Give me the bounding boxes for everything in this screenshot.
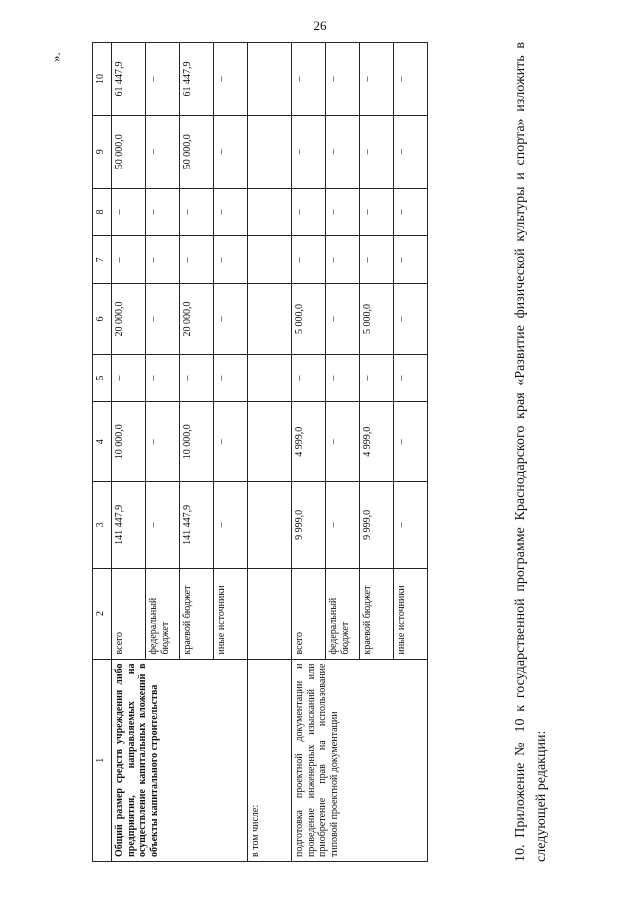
value-cell: 9 999,0	[360, 482, 394, 568]
value-cell: –	[214, 284, 248, 355]
value-cell: 61 447,9	[180, 43, 214, 116]
value-cell: –	[146, 188, 180, 236]
value-cell: –	[326, 482, 360, 568]
value-cell: –	[214, 354, 248, 402]
financing-table	[92, 42, 428, 862]
value-cell: 50 000,0	[180, 115, 214, 188]
value-cell: –	[214, 482, 248, 568]
amendment-paragraph: 10. Приложение № 10 к государственной программе Краснодарского края «Развитие физической культуры и спорта» изложить в следующей редакции:	[513, 42, 549, 862]
value-cell: –	[360, 354, 394, 402]
group-label: Общий размер средств учреждения либо предприятия, направляемых на осуществление капитальных вложений в объекты капитального строительства	[112, 659, 248, 861]
value-cell: –	[360, 188, 394, 236]
value-cell: –	[326, 43, 360, 116]
header-row	[93, 43, 112, 862]
source-cell: федеральный бюджет	[146, 568, 180, 659]
value-cell: –	[180, 236, 214, 284]
value-cell: –	[360, 236, 394, 284]
value-cell: –	[394, 43, 428, 116]
col-header: 4	[93, 402, 112, 482]
value-cell: –	[292, 43, 326, 116]
value-cell: 50 000,0	[112, 115, 146, 188]
value-cell: –	[326, 284, 360, 355]
col-header: 6	[93, 284, 112, 355]
value-cell: –	[112, 236, 146, 284]
value-cell: –	[326, 402, 360, 482]
value-cell: 141 447,9	[112, 482, 146, 568]
value-cell: –	[394, 115, 428, 188]
value-cell: –	[214, 402, 248, 482]
source-cell: краевой бюджет	[180, 568, 214, 659]
value-cell: –	[146, 354, 180, 402]
value-cell: 9 999,0	[292, 482, 326, 568]
rotated-content	[40, 42, 600, 862]
value-cell: –	[394, 354, 428, 402]
col-header: 7	[93, 236, 112, 284]
table-row	[112, 43, 146, 862]
value-cell: –	[292, 236, 326, 284]
value-cell: –	[394, 284, 428, 355]
value-cell: 10 000,0	[112, 402, 146, 482]
value-cell: –	[394, 402, 428, 482]
value-cell: –	[180, 354, 214, 402]
value-cell: –	[214, 115, 248, 188]
value-cell: –	[326, 236, 360, 284]
value-cell: –	[292, 188, 326, 236]
source-cell: всего	[292, 568, 326, 659]
value-cell: –	[146, 43, 180, 116]
col-header: 3	[93, 482, 112, 568]
col-header: 10	[93, 43, 112, 116]
source-cell: иные источники	[214, 568, 248, 659]
table-row	[292, 43, 326, 862]
value-cell: 10 000,0	[180, 402, 214, 482]
value-cell: 20 000,0	[112, 284, 146, 355]
including-label: в том числе:	[248, 659, 292, 861]
value-cell: –	[394, 236, 428, 284]
value-cell: 5 000,0	[360, 284, 394, 355]
col-header: 5	[93, 354, 112, 402]
value-cell: –	[214, 236, 248, 284]
value-cell: –	[112, 188, 146, 236]
value-cell: –	[394, 482, 428, 568]
value-cell: –	[292, 354, 326, 402]
value-cell: 5 000,0	[292, 284, 326, 355]
value-cell: –	[326, 115, 360, 188]
page-number: 26	[313, 18, 327, 33]
closing-quote-mark: ».	[48, 52, 63, 62]
value-cell: 20 000,0	[180, 284, 214, 355]
value-cell: 4 999,0	[360, 402, 394, 482]
value-cell: –	[292, 115, 326, 188]
col-header: 1	[93, 659, 112, 861]
source-cell: иные источники	[394, 568, 428, 659]
value-cell: –	[112, 354, 146, 402]
value-cell: –	[180, 188, 214, 236]
source-cell: федеральный бюджет	[326, 568, 360, 659]
col-header: 2	[93, 568, 112, 659]
value-cell: –	[214, 43, 248, 116]
value-cell: 61 447,9	[112, 43, 146, 116]
value-cell: –	[146, 402, 180, 482]
source-cell: краевой бюджет	[360, 568, 394, 659]
value-cell: 4 999,0	[292, 402, 326, 482]
value-cell: –	[146, 115, 180, 188]
table-row	[248, 43, 292, 862]
source-cell: всего	[112, 568, 146, 659]
value-cell: –	[326, 354, 360, 402]
value-cell: 141 447,9	[180, 482, 214, 568]
col-header: 8	[93, 188, 112, 236]
value-cell: –	[360, 43, 394, 116]
col-header: 9	[93, 115, 112, 188]
value-cell: –	[360, 115, 394, 188]
group-label: подготовка проектной документации и проведение инженерных изысканий или приобретение прав на использование типовой проектной документации	[292, 659, 428, 861]
value-cell: –	[146, 482, 180, 568]
value-cell: –	[146, 284, 180, 355]
value-cell: –	[214, 188, 248, 236]
value-cell: –	[394, 188, 428, 236]
value-cell: –	[326, 188, 360, 236]
value-cell: –	[146, 236, 180, 284]
